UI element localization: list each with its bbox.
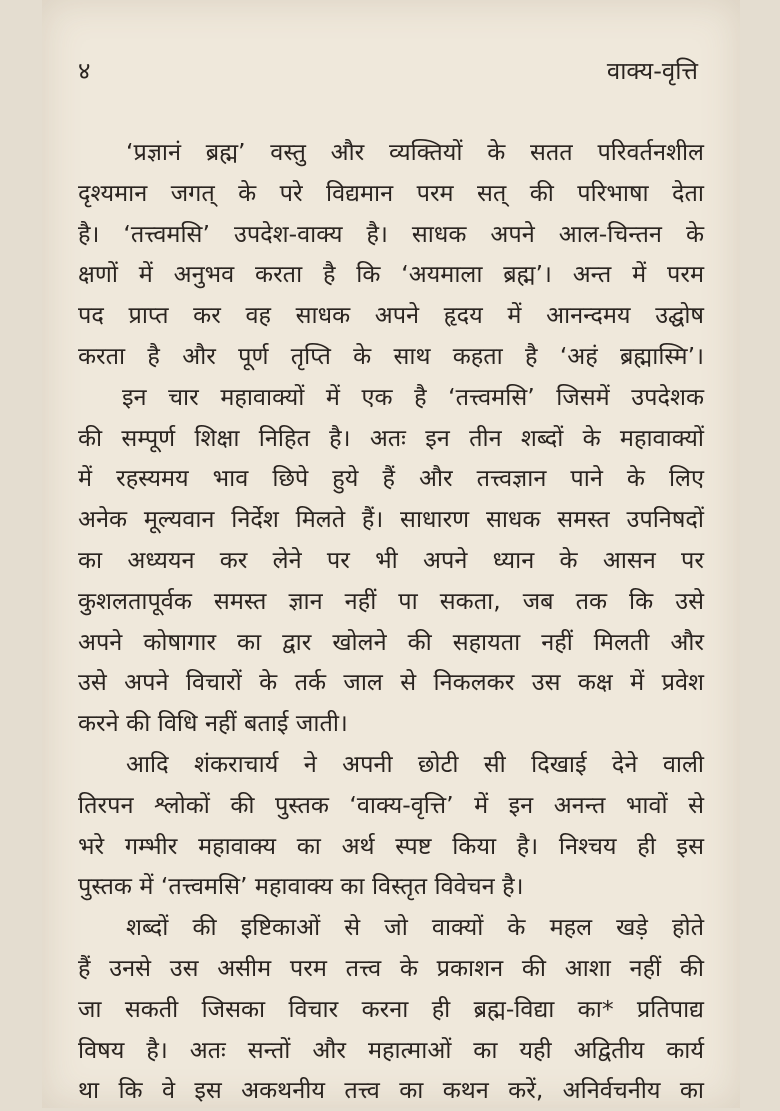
text-line: आदि शंकराचार्य ने अपनी छोटी सी दिखाई देने वाली: [126, 749, 704, 778]
text-line: में रहस्यमय भाव छिपे हुये हैं और तत्त्वज्ञान पाने के लिए: [78, 464, 704, 493]
running-title: वाक्य-वृत्ति: [606, 57, 698, 85]
page-header: [78, 54, 698, 94]
paragraph: [78, 744, 704, 907]
text-line: है। ‘तत्त्वमसि’ उपदेश-वाक्य है। साधक अपने आल-चिन्तन के: [78, 219, 704, 248]
text-line: ‘प्रज्ञानं ब्रह्म’ वस्तु और व्यक्तियों के सतत परिवर्तनशील: [126, 138, 704, 166]
text-line: हैं उनसे उस असीम परम तत्त्व के प्रकाशन की आशा नहीं की: [78, 953, 704, 982]
paragraph: [78, 132, 704, 377]
text-line: शब्दों की इष्टिकाओं से जो वाक्यों के महल खड़े होते: [126, 913, 704, 942]
text-line: कुशलतापूर्वक समस्त ज्ञान नहीं पा सकता, जब तक कि उसे: [78, 586, 704, 615]
text-line: क्षणों में अनुभव करता है कि ‘अयमाला ब्रह्म’। अन्त में परम: [78, 260, 704, 289]
text-line: करने की विधि नहीं बताई जाती।: [78, 709, 348, 738]
text-line: उसे अपने विचारों के तर्क जाल से निकलकर उस कक्ष में प्रवेश: [78, 668, 704, 697]
text-line: अपने कोषागार का द्वार खोलने की सहायता नहीं मिलती और: [78, 627, 704, 656]
text-line: पद प्राप्त कर वह साधक अपने हृदय में आनन्दमय उद्घोष: [78, 301, 704, 330]
text-line: दृश्यमान जगत् के परे विद्यमान परम सत् की परिभाषा देता: [78, 178, 704, 207]
text-line: की सम्पूर्ण शिक्षा निहित है। अतः इन तीन शब्दों के महावाक्यों: [78, 423, 704, 452]
paragraph: [78, 907, 704, 1111]
body-text: [78, 132, 704, 1111]
text-line: भरे गम्भीर महावाक्य का अर्थ स्पष्ट किया है। निश्चय ही इस: [78, 831, 704, 860]
text-line: तिरपन श्लोकों की पुस्तक ‘वाक्य-वृत्ति’ में इन अनन्त भावों से: [78, 790, 704, 819]
text-line: विषय है। अतः सन्तों और महात्माओं का यही अद्वितीय कार्य: [78, 1035, 704, 1064]
text-line: करता है और पूर्ण तृप्ति के साथ कहता है ‘अहं ब्रह्मास्मि’।: [78, 341, 704, 370]
text-line: का अध्ययन कर लेने पर भी अपने ध्यान के आसन पर: [78, 545, 704, 574]
paragraph: [78, 377, 704, 744]
book-page: [42, 0, 740, 1108]
text-line: था कि वे इस अकथनीय तत्त्व का कथन करें, अनिर्वचनीय का: [78, 1076, 704, 1105]
text-line: अनेक मूल्यवान निर्देश मिलते हैं। साधारण साधक समस्त उपनिषदों: [78, 505, 704, 534]
page-number: ४: [78, 57, 91, 85]
text-line: इन चार महावाक्यों में एक है ‘तत्त्वमसि’ जिसमें उपदेशक: [122, 382, 704, 411]
text-line: पुस्तक में ‘तत्त्वमसि’ महावाक्य का विस्तृत विवेचन है।: [78, 872, 524, 901]
text-line: जा सकती जिसका विचार करना ही ब्रह्म-विद्या का* प्रतिपाद्य: [78, 994, 704, 1023]
